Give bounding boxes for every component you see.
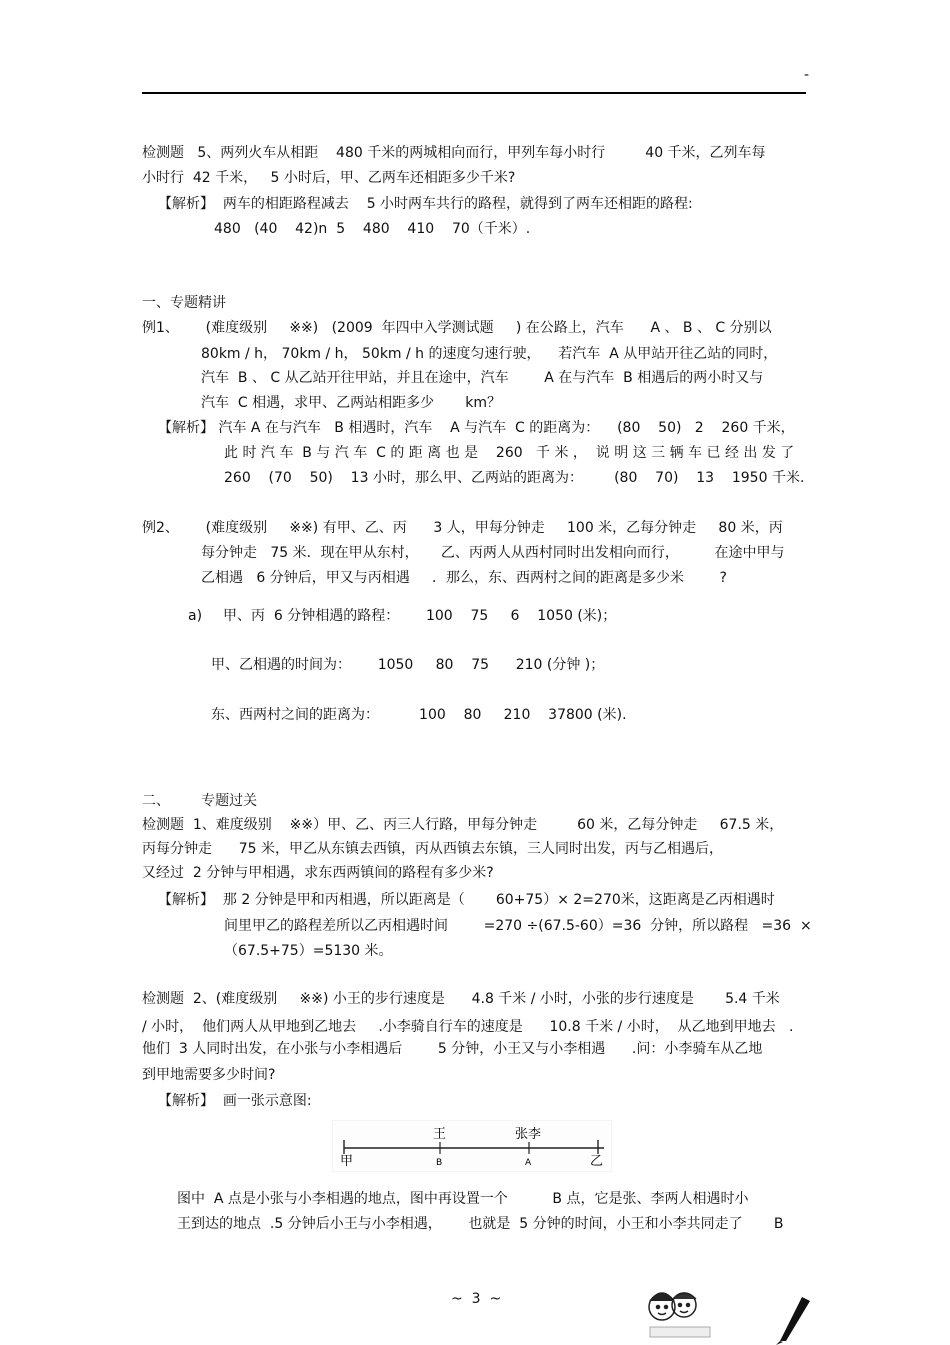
cartoon-faces-icon: [649, 1293, 710, 1337]
t2-line-3: 他们 3 人同时出发，在小张与小李相遇后 5 分钟，小王又与小李相遇 .问：小李骑车从乙地: [142, 1041, 763, 1057]
t1-line-1: 检测题 1、难度级别 ※※）甲、乙、丙三人行路，甲每分钟走 60 米，乙每分钟走 67.5 米，: [142, 817, 784, 833]
route-start-label: 甲: [340, 1154, 354, 1169]
ex2-item-2: 甲、乙相遇的时间为： 1050 80 75 210 (分钟 )；: [211, 657, 605, 673]
t2-line-1: 检测题 2、(难度级别 ※※) 小王的步行速度是 4.8 千米 / 小时，小张的步行速度是 5.4 千米: [142, 991, 780, 1007]
q5-line-2: 小时行 42 千米， 5 小时后，甲、乙两车还相距多少千米?: [142, 170, 516, 186]
pen-icon: [776, 1297, 810, 1345]
route-end-label: 乙: [590, 1154, 604, 1169]
point-b-label: B: [436, 1158, 443, 1168]
t2-paragraph-2: 王到达的地点 .5 分钟后小王与小李相遇， 也就是 5 分钟的时间，小王和小李共同走了 B: [177, 1216, 784, 1232]
ex2-line-1: 例2、 (难度级别 ※※) 有甲、乙、丙 3 人，甲每分钟走 100 米，乙每分钟走 80 米，丙: [142, 520, 783, 536]
ex1-line-3: 汽车 B 、 C 从乙站开往甲站，并且在途中，汽车 A 在与汽车 B 相遇后的两小时又与: [201, 370, 764, 386]
ex1-solution-1: 【解析】 汽车 A 在与汽车 B 相遇时，汽车 A 与汽车 C 的距离为： (80 50) 2 260 千米，: [158, 420, 795, 436]
t1-solution-3: （67.5+75）=5130 米。: [224, 943, 393, 959]
ex2-item-label: a): [188, 608, 203, 624]
ex1-solution-2: 此 时 汽 车 B 与 汽 车 C 的 距 离 也 是 260 千 米 ， 说 明 这 三 辆 车 已 经 出 发 了: [224, 445, 795, 461]
t1-solution-2: 间里甲乙的路程差所以乙丙相遇时间 =270 ÷(67.5-60）=36 分钟，所以路程 =36 ×: [224, 918, 812, 934]
t2-paragraph-1: 图中 A 点是小张与小李相遇的地点，图中再设置一个 B 点，它是张、李两人相遇时小: [177, 1191, 749, 1207]
route-diagram: [332, 1120, 612, 1172]
t1-solution-1: 【解析】 那 2 分钟是甲和丙相遇，所以距离是（ 60+75）× 2=270米，这距离是乙丙相遇时: [158, 892, 775, 908]
q5-solution-1: 【解析】 两车的相距路程减去 5 小时两车共行的路程，就得到了两车还相距的路程:: [158, 196, 693, 212]
ex1-solution-3: 260 (70 50) 13 小时，那么甲、乙两站的距离为： (80 70) 13 1950 千米.: [224, 470, 805, 486]
ex2-item-3: 东、西两村之间的距离为： 100 80 210 37800 (米).: [211, 707, 627, 723]
section-2-title: 二、 专题过关: [142, 793, 258, 809]
header-rule: [142, 92, 806, 94]
q5-line-1: 检测题 5、两列火车从相距 480 千米的两城相向而行，甲列车每小时行 40 千米，乙列车每: [142, 145, 766, 161]
t2-line-2: / 小时， 他们两人从甲地到乙地去 .小李骑自行车的速度是 10.8 千米 / 小时， 从乙地到甲地去 .: [142, 1019, 794, 1035]
t2-line-4: 到甲地需要多少时间?: [142, 1067, 276, 1083]
ex1-line-4: 汽车 C 相遇，求甲、乙两站相距多少 km？: [201, 395, 502, 411]
t1-line-2: 丙每分钟走 75 米，甲乙从东镇去西镇，丙从西镇去东镇，三人同时出发，丙与乙相遇后，: [142, 841, 723, 857]
t1-line-3: 又经过 2 分钟与甲相遇，求东西两镇间的路程有多少米?: [142, 865, 494, 881]
cartoon-pen-decoration: [640, 1275, 820, 1345]
point-a-label: A: [525, 1158, 532, 1168]
ex2-item-1: 甲、丙 6 分钟相遇的路程： 100 75 6 1050 (米)；: [223, 608, 617, 624]
ex2-line-3: 乙相遇 6 分钟后，甲又与丙相遇 ．那么，东、西两村之间的距离是多少米 ?: [201, 570, 727, 586]
page-number: ~ 3 ~: [451, 1291, 502, 1307]
wang-label: 王: [433, 1127, 447, 1142]
ex1-line-2: 80km / h， 70km / h， 50km / h 的速度匀速行驶， 若汽车 A 从甲站开往乙站的同时，: [201, 346, 778, 362]
t2-solution-1: 【解析】 画一张示意图:: [158, 1093, 312, 1109]
section-1-title: 一、专题精讲: [142, 295, 226, 311]
header-mark: -: [804, 67, 810, 83]
zhangli-label: 张李: [515, 1127, 542, 1142]
ex1-line-1: 例1、 (难度级别 ※※) (2009 年四中入学测试题 ) 在公路上，汽车 A 、 B 、 C 分别以: [142, 320, 772, 336]
ex2-line-2: 每分钟走 75 米．现在甲从东村， 乙、丙两人从西村同时出发相向而行， 在途中甲与: [201, 545, 785, 561]
q5-solution-2: 480 (40 42)n 5 480 410 70（千米）.: [214, 221, 531, 237]
